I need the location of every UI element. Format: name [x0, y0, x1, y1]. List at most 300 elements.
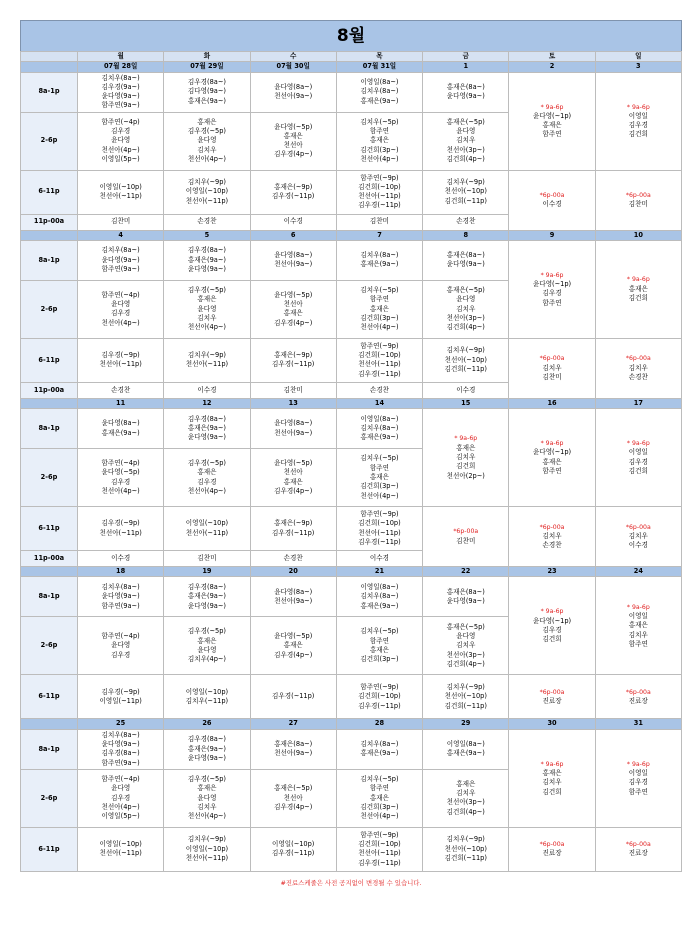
schedule-cell	[250, 382, 336, 398]
staff-entry: 함주연(~4p)	[101, 459, 140, 468]
cell-content	[164, 351, 249, 370]
cell-content	[164, 835, 249, 863]
time-slot-label: 8a-1p	[21, 240, 78, 280]
schedule-cell	[250, 338, 336, 382]
staff-entry: 김우경	[111, 127, 131, 136]
cell-content	[164, 519, 249, 538]
staff-entry: 이영일(~10p)	[185, 844, 229, 853]
staff-entry: 홍재은(9a~)	[187, 592, 226, 601]
weekday-label: 일	[595, 52, 681, 62]
staff-entry: 홍재은(9a~)	[360, 433, 399, 442]
staff-entry: 김찬미	[369, 217, 390, 226]
cell-content	[423, 835, 508, 863]
schedule-cell	[423, 617, 509, 675]
schedule-cell	[78, 551, 164, 567]
staff-entry: 김치우	[197, 802, 217, 811]
staff-entry: 천선아(~11p)	[358, 528, 401, 537]
staff-entry: 김우경	[197, 477, 217, 486]
staff-entry: 윤다영	[111, 641, 131, 650]
corner-cell	[21, 52, 78, 62]
staff-entry: 천선아	[283, 300, 303, 309]
cell-content	[337, 683, 422, 711]
weekday-label: 토	[509, 52, 595, 62]
schedule-cell	[78, 214, 164, 230]
staff-entry: 김치우	[197, 145, 217, 154]
staff-entry: 김건희(3p~)	[360, 655, 399, 664]
staff-entry: 천선아(~11p)	[358, 192, 401, 201]
cell-content	[423, 217, 508, 226]
staff-entry: 윤다영(~5p)	[274, 459, 313, 468]
staff-entry: 홍재은(8a~)	[274, 739, 313, 748]
cell-content	[78, 217, 163, 226]
staff-entry: 천선아(4p~)	[360, 323, 399, 332]
schedule-cell	[250, 617, 336, 675]
staff-entry: 천선아(4p~)	[187, 486, 226, 495]
cell-content	[423, 251, 508, 270]
staff-entry: 김치우(8a~)	[360, 87, 399, 96]
staff-entry: 윤다영	[456, 295, 476, 304]
staff-entry: 이영일(5p~)	[101, 155, 140, 164]
date-label: 18	[78, 567, 164, 577]
cell-content	[78, 459, 163, 496]
staff-entry: *6p-00a	[453, 528, 479, 536]
footer-note: #진료스케줄은 사전 공지없이 변경될 수 있습니다.	[280, 878, 422, 887]
schedule-sheet	[20, 20, 682, 887]
staff-entry: 손경찬	[283, 554, 303, 563]
cell-content	[78, 554, 163, 563]
staff-entry: 홍재은	[369, 304, 390, 313]
weekend-night-cell	[595, 338, 681, 398]
cell-content	[78, 519, 163, 538]
staff-entry: 김건희(4p~)	[446, 155, 485, 164]
staff-entry: 김건희(~10p)	[358, 519, 401, 528]
slot-row	[21, 507, 682, 551]
staff-entry: 홍재은	[542, 768, 562, 777]
staff-entry: 함주연	[369, 295, 390, 304]
schedule-cell	[423, 577, 509, 617]
schedule-cell	[250, 507, 336, 551]
date-label: 4	[78, 230, 164, 240]
staff-entry: 천선아(4p~)	[101, 802, 140, 811]
staff-entry: 천선아(~10p)	[444, 844, 487, 853]
staff-entry: 김치우	[456, 788, 476, 797]
staff-entry: 김치우	[542, 778, 562, 787]
cell-content	[251, 351, 336, 370]
schedule-cell	[336, 240, 422, 280]
schedule-cell	[336, 577, 422, 617]
date-label: 5	[164, 230, 250, 240]
schedule-cell	[164, 214, 250, 230]
staff-entry: 김치우(~11p)	[185, 696, 229, 705]
staff-entry: 김치우(8a~)	[360, 424, 399, 433]
cell-content	[337, 118, 422, 164]
staff-entry: 천선아(~10p)	[444, 692, 487, 701]
cell-content	[596, 603, 681, 649]
cell-content	[251, 251, 336, 270]
staff-entry: 천선아(~10p)	[444, 187, 487, 196]
schedule-cell	[423, 240, 509, 280]
staff-entry: 천선아(4p~)	[101, 486, 140, 495]
weekend-day-cell	[509, 72, 595, 170]
date-label: 6	[250, 230, 336, 240]
staff-entry: 김우경(8a~)	[187, 78, 226, 87]
staff-entry: * 9a-6p	[626, 603, 650, 611]
staff-entry: 윤다영(9a~)	[446, 92, 485, 101]
staff-entry: 김우경(4p~)	[274, 486, 313, 495]
staff-entry: 이영일(8a~)	[360, 583, 399, 592]
schedule-cell	[250, 214, 336, 230]
staff-entry: 이수경	[456, 385, 476, 394]
staff-entry: 윤다영(~1p)	[532, 280, 572, 289]
staff-entry: 윤다영(~5p)	[274, 122, 313, 131]
staff-entry: 김우경(~11p)	[358, 858, 401, 867]
staff-entry: 김치우(8a~)	[101, 73, 140, 82]
staff-entry: 이수경	[111, 554, 131, 563]
cell-content	[423, 780, 508, 817]
date-label: 29	[423, 719, 509, 729]
staff-entry: 김건희	[542, 787, 562, 796]
cell-content	[509, 191, 594, 210]
date-label: 07월 29일	[164, 62, 250, 72]
schedule-cell	[336, 170, 422, 214]
cell-content	[251, 183, 336, 202]
staff-entry: 천선아(4p~)	[360, 155, 399, 164]
staff-entry: 이영일	[628, 612, 648, 621]
staff-entry: 함주연(9a~)	[101, 265, 140, 274]
cell-content	[423, 178, 508, 206]
staff-entry: 홍재은(9a~)	[360, 260, 399, 269]
staff-entry: 이영일(~10p)	[185, 187, 229, 196]
weekend-day-cell	[595, 72, 681, 170]
staff-entry: * 9a-6p	[540, 440, 564, 448]
date-label: 15	[423, 398, 509, 408]
staff-entry: 함주연(~4p)	[101, 775, 140, 784]
cell-content	[423, 346, 508, 374]
staff-entry: 이수경	[369, 554, 390, 563]
cell-content	[423, 434, 508, 480]
date-header-row	[21, 719, 682, 729]
staff-entry: 윤다영(8a~)	[274, 419, 313, 428]
weekend-day-cell	[509, 409, 595, 507]
staff-entry: 김치우(~9p)	[446, 683, 485, 692]
cell-content	[164, 386, 249, 395]
cell-content	[251, 419, 336, 438]
cell-content	[164, 178, 249, 206]
staff-entry: 천선아	[283, 793, 303, 802]
schedule-cell	[250, 449, 336, 507]
staff-entry: 김치우(~9p)	[187, 835, 226, 844]
staff-entry: 윤다영(9a~)	[187, 601, 226, 610]
staff-entry: 진료장	[542, 696, 562, 705]
date-label: 30	[509, 719, 595, 729]
schedule-cell	[78, 675, 164, 719]
staff-entry: 손경찬	[197, 217, 217, 226]
cell-content	[596, 191, 681, 210]
staff-entry: 김치우(~9p)	[446, 178, 485, 187]
date-label: 07월 28일	[78, 62, 164, 72]
staff-entry: 이영일(~10p)	[99, 182, 142, 191]
cell-content	[78, 118, 163, 164]
staff-entry: 함주연(~9p)	[360, 341, 399, 350]
staff-entry: 김우경	[111, 650, 131, 659]
staff-entry: 김우경(~11p)	[358, 369, 401, 378]
schedule-cell	[164, 769, 250, 827]
date-label: 9	[509, 230, 595, 240]
cell-content	[423, 740, 508, 759]
staff-entry: 홍재은	[542, 121, 562, 130]
staff-entry: 함주연(~4p)	[101, 290, 140, 299]
staff-entry: 이영일(8a~)	[360, 414, 399, 423]
cell-content	[78, 775, 163, 821]
cell-content	[164, 688, 249, 707]
schedule-cell	[336, 72, 422, 112]
staff-entry: 함주연(9a~)	[101, 601, 140, 610]
staff-entry: 윤다영(9a~)	[101, 739, 140, 748]
schedule-cell	[250, 675, 336, 719]
cell-content	[337, 251, 422, 270]
staff-entry: 홍재은	[197, 468, 217, 477]
staff-entry: 김건희	[628, 294, 648, 303]
date-corner-cell	[21, 62, 78, 72]
time-slot-label: 8a-1p	[21, 729, 78, 769]
staff-entry: 이영일(8a~)	[446, 739, 485, 748]
staff-entry: 이수경	[197, 385, 217, 394]
date-label: 1	[423, 62, 509, 72]
cell-content	[423, 286, 508, 332]
slot-row	[21, 827, 682, 871]
staff-entry: 함주연(~9p)	[360, 683, 399, 692]
staff-entry: 홍재은	[456, 779, 476, 788]
staff-entry: 김건희	[542, 635, 562, 644]
staff-entry: 윤다영(~1p)	[532, 616, 572, 625]
staff-entry: 천선아(3p~)	[446, 650, 485, 659]
staff-entry: 윤다영	[197, 793, 217, 802]
staff-entry: 손경찬	[456, 217, 476, 226]
staff-entry: 이영일(~10p)	[99, 839, 142, 848]
cell-content	[337, 174, 422, 211]
slot-row	[21, 729, 682, 769]
staff-entry: 이영일(5p~)	[101, 812, 140, 821]
cell-content	[423, 683, 508, 711]
date-label: 07월 31일	[336, 62, 422, 72]
staff-entry: 홍재은(~5p)	[446, 286, 485, 295]
staff-entry: 김우경	[628, 778, 648, 787]
staff-entry: 김건희(3p~)	[360, 482, 399, 491]
staff-entry: * 9a-6p	[626, 440, 650, 448]
weekday-label: 월	[78, 52, 164, 62]
weekend-day-cell	[595, 409, 681, 507]
schedule-cell	[78, 617, 164, 675]
cell-content	[78, 351, 163, 370]
staff-entry: *6p-00a	[539, 688, 565, 696]
staff-entry: 천선아(~11p)	[99, 360, 142, 369]
time-slot-label: 2-6p	[21, 617, 78, 675]
staff-entry: 김치우	[456, 641, 476, 650]
schedule-cell	[423, 170, 509, 214]
weekend-night-cell	[509, 338, 595, 398]
staff-entry: 김우경	[542, 289, 562, 298]
cell-content	[251, 554, 336, 563]
schedule-cell	[78, 72, 164, 112]
time-slot-label: 11p-00a	[21, 382, 78, 398]
staff-entry: 김우경(~5p)	[187, 459, 226, 468]
staff-entry: 김건희(~11p)	[444, 853, 487, 862]
staff-entry: 김건희(3p~)	[360, 314, 399, 323]
staff-entry: 김우경(8a~)	[187, 583, 226, 592]
staff-entry: 천선아(~11p)	[185, 360, 229, 369]
staff-entry: 홍재은(9a~)	[187, 96, 226, 105]
staff-entry: 이영일	[628, 448, 648, 457]
staff-entry: 이영일(~10p)	[272, 839, 315, 848]
staff-entry: 김치우(~9p)	[446, 346, 485, 355]
weekend-day-cell	[595, 729, 681, 827]
friday-night-cell	[423, 507, 509, 567]
staff-entry: 김건희(4p~)	[446, 323, 485, 332]
staff-entry: 홍재은	[197, 636, 217, 645]
slot-row	[21, 72, 682, 112]
schedule-cell	[78, 769, 164, 827]
staff-entry: 김치우(~9p)	[187, 178, 226, 187]
staff-entry: 김우경(~9p)	[101, 351, 140, 360]
schedule-cell	[336, 729, 422, 769]
cell-content	[251, 291, 336, 328]
staff-entry: 김건희(~11p)	[444, 701, 487, 710]
staff-entry: 김우경(~11p)	[358, 537, 401, 546]
staff-entry: 김우경(4p~)	[274, 150, 313, 159]
staff-entry: 손경찬	[111, 385, 131, 394]
date-label: 25	[78, 719, 164, 729]
schedule-cell	[164, 72, 250, 112]
staff-entry: * 9a-6p	[626, 760, 650, 768]
time-slot-label: 6-11p	[21, 170, 78, 214]
schedule-cell	[250, 729, 336, 769]
date-label: 16	[509, 398, 595, 408]
staff-entry: 김건희(~10p)	[358, 351, 401, 360]
schedule-cell	[423, 769, 509, 827]
staff-entry: 천선아(3p~)	[446, 145, 485, 154]
time-slot-label: 8a-1p	[21, 409, 78, 449]
staff-entry: 천선아(~11p)	[358, 849, 401, 858]
staff-entry: 함주연(~9p)	[360, 510, 399, 519]
staff-entry: 김우경	[111, 309, 131, 318]
cell-content	[251, 386, 336, 395]
cell-content	[337, 386, 422, 395]
cell-content	[596, 354, 681, 382]
date-corner-cell	[21, 230, 78, 240]
staff-entry: 김우경(8a~)	[101, 749, 140, 758]
date-label: 28	[336, 719, 422, 729]
date-label: 19	[164, 567, 250, 577]
cell-content	[164, 583, 249, 611]
schedule-cell	[164, 382, 250, 398]
staff-entry: 김치우	[456, 136, 476, 145]
date-label: 13	[250, 398, 336, 408]
staff-entry: 김찬미	[111, 217, 131, 226]
staff-entry: 김건희(3p~)	[360, 802, 399, 811]
cell-content	[78, 419, 163, 438]
staff-entry: 윤다영(~1p)	[532, 111, 572, 120]
staff-entry: 윤다영(~5p)	[274, 632, 313, 641]
cell-content	[596, 439, 681, 476]
date-corner-cell	[21, 567, 78, 577]
staff-entry: * 9a-6p	[626, 103, 650, 111]
staff-entry: 김우경	[542, 625, 562, 634]
staff-entry: 천선아(~11p)	[185, 528, 229, 537]
schedule-cell	[164, 280, 250, 338]
time-slot-label: 2-6p	[21, 449, 78, 507]
staff-entry: 천선아(~11p)	[99, 849, 142, 858]
staff-entry: 김우경(~5p)	[187, 627, 226, 636]
staff-entry: 홍재은	[283, 477, 303, 486]
month-title: 8월	[20, 20, 682, 51]
schedule-cell	[164, 551, 250, 567]
staff-entry: 윤다영(9a~)	[101, 92, 140, 101]
schedule-cell	[336, 769, 422, 827]
cell-content	[337, 454, 422, 500]
cell-content	[78, 632, 163, 660]
schedule-cell	[164, 617, 250, 675]
staff-entry: 홍재은	[369, 473, 390, 482]
date-label: 21	[336, 567, 422, 577]
staff-entry: 천선아(3p~)	[446, 798, 485, 807]
cell-content	[509, 760, 594, 797]
staff-entry: 윤다영	[111, 300, 131, 309]
staff-entry: 함주연(9a~)	[101, 101, 140, 110]
slot-row	[21, 338, 682, 382]
cell-content	[337, 415, 422, 443]
schedule-cell	[164, 112, 250, 170]
date-label: 26	[164, 719, 250, 729]
staff-entry: 김건희	[628, 466, 648, 475]
staff-entry: 홍재은(8a~)	[446, 587, 485, 596]
cell-content	[337, 78, 422, 106]
staff-entry: 홍재은(8a~)	[446, 82, 485, 91]
staff-entry: 홍재은(9a~)	[101, 428, 140, 437]
weekend-night-cell	[595, 507, 681, 567]
staff-entry: 함주연(9a~)	[101, 758, 140, 767]
schedule-cell	[423, 214, 509, 230]
cell-content	[337, 831, 422, 868]
weekday-label: 화	[164, 52, 250, 62]
schedule-cell	[336, 409, 422, 449]
schedule-cell	[336, 827, 422, 871]
cell-content	[164, 735, 249, 763]
schedule-cell	[78, 507, 164, 551]
staff-entry: 홍재은	[197, 784, 217, 793]
schedule-cell	[336, 214, 422, 230]
schedule-cell	[164, 827, 250, 871]
weekend-night-cell	[595, 675, 681, 719]
cell-content	[251, 588, 336, 607]
staff-entry: 홍재은	[197, 117, 217, 126]
staff-entry: 홍재은(~5p)	[446, 622, 485, 631]
staff-entry: 윤다영(9a~)	[187, 433, 226, 442]
staff-entry: 천선아(2p~)	[446, 471, 485, 480]
schedule-cell	[336, 112, 422, 170]
staff-entry: 김건희(~11p)	[444, 365, 487, 374]
staff-entry: 김우경	[111, 793, 131, 802]
staff-entry: 이영일(~10p)	[185, 687, 229, 696]
staff-entry: 천선아(9a~)	[274, 596, 313, 605]
schedule-cell	[423, 72, 509, 112]
staff-entry: 홍재은(8a~)	[446, 251, 485, 260]
staff-entry: 천선아(4p~)	[187, 323, 226, 332]
staff-entry: 김치우	[456, 453, 476, 462]
staff-entry: 천선아(~11p)	[99, 528, 142, 537]
staff-entry: 함주연	[542, 130, 562, 139]
staff-entry: 홍재은(9a~)	[360, 601, 399, 610]
staff-entry: 김찬미	[542, 373, 562, 382]
